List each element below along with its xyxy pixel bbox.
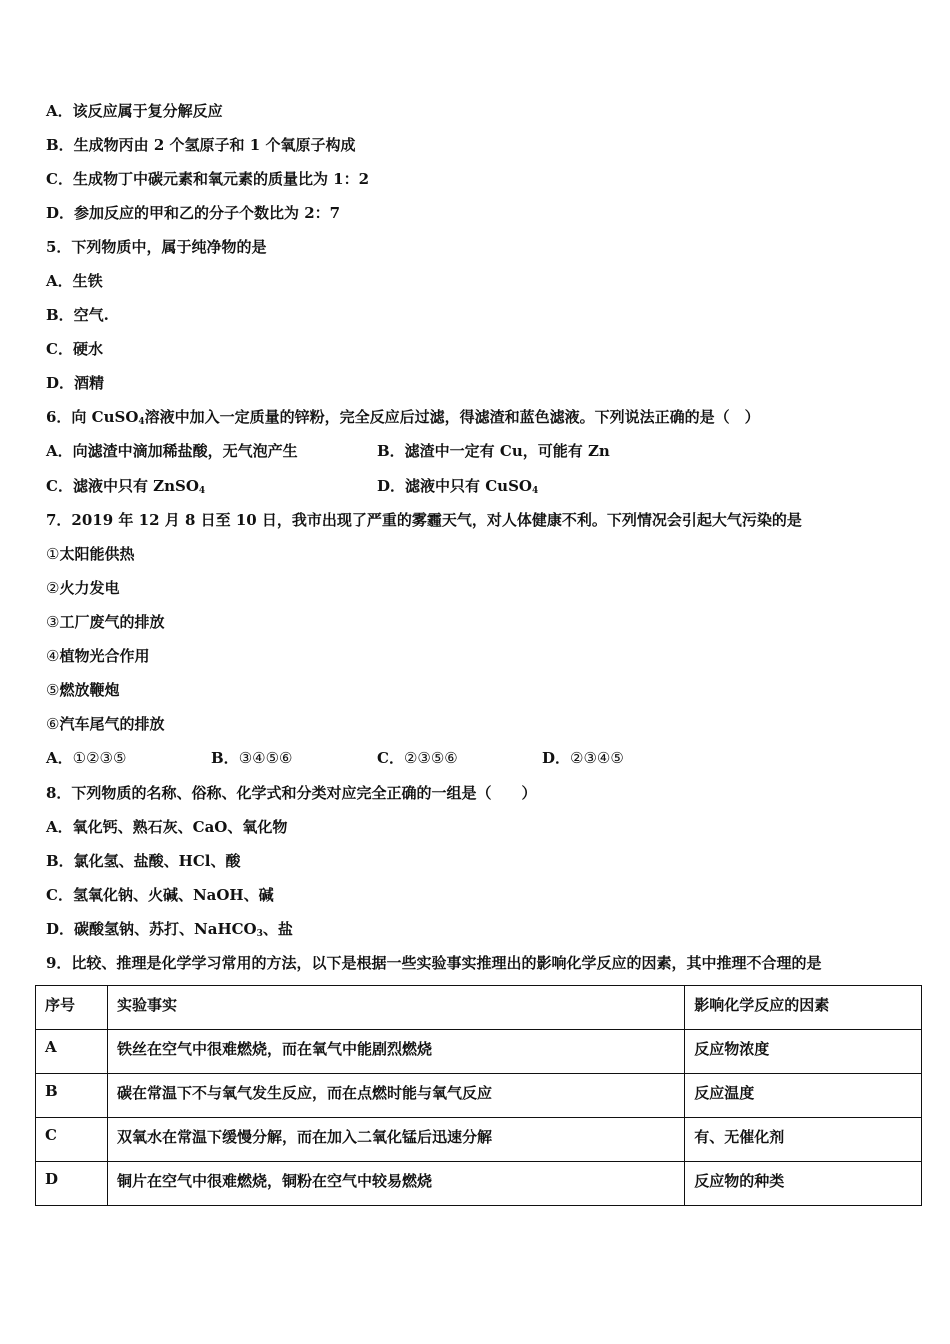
q7-option-b-value: ③④⑤⑥ bbox=[238, 749, 293, 767]
table-row bbox=[36, 1118, 922, 1162]
q7-item-text: 汽车尾气的排放 bbox=[59, 715, 165, 733]
q8-option-d-subscript: 3 bbox=[256, 929, 263, 939]
q8-stem: 8．下列物质的名称、俗称、化学式和分类对应完全正确的一组是（ ） bbox=[46, 784, 537, 802]
q5-option-a: A．生铁 bbox=[46, 272, 103, 290]
table-cell: 碳在常温下不与氧气发生反应，而在点燃时能与氧气反应 bbox=[107, 1074, 684, 1118]
q7-option-c-label: C． bbox=[377, 749, 404, 767]
table-cell: 双氧水在常温下缓慢分解，而在加入二氧化锰后迅速分解 bbox=[107, 1118, 684, 1162]
q7-item-text: 火力发电 bbox=[59, 579, 120, 597]
q7-option-d-label: D． bbox=[542, 749, 571, 767]
q4-option-d: D．参加反应的甲和乙的分子个数比为 2：7 bbox=[46, 204, 341, 222]
q7-item bbox=[46, 713, 164, 735]
table-cell: 有、无催化剂 bbox=[685, 1118, 922, 1162]
q6-option-a: A．向滤渣中滴加稀盐酸，无气泡产生 bbox=[46, 442, 298, 460]
table-header-row bbox=[36, 986, 922, 1030]
q5-option-b: B．空气. bbox=[46, 306, 109, 324]
q4-option-c: C．生成物丁中碳元素和氧元素的质量比为 1：2 bbox=[46, 170, 370, 188]
q7-item bbox=[46, 543, 134, 565]
q8-option-d-pre: D．碳酸氢钠、苏打、NaHCO bbox=[46, 920, 257, 938]
table-cell: 反应物浓度 bbox=[685, 1030, 922, 1074]
q8-option-c: C．氢氧化钠、火碱、NaOH、碱 bbox=[46, 886, 274, 904]
table-row bbox=[36, 1030, 922, 1074]
q6-option-d-subscript: 4 bbox=[531, 486, 539, 496]
q6-stem bbox=[46, 406, 760, 428]
q6-option-c bbox=[46, 475, 205, 497]
q7-option-b-label: B． bbox=[211, 749, 239, 767]
q7-item-number: ③ bbox=[46, 613, 60, 631]
table-cell: A bbox=[36, 1030, 108, 1074]
q8-option-d bbox=[46, 918, 293, 940]
q7-item bbox=[46, 611, 164, 633]
table-cell: 反应温度 bbox=[685, 1074, 922, 1118]
q7-item-number: ⑤ bbox=[46, 681, 60, 699]
table-header-cell: 实验事实 bbox=[107, 986, 684, 1030]
q6-stem-pre: 6．向 CuSO bbox=[46, 408, 139, 426]
q7-item-text: 燃放鞭炮 bbox=[59, 681, 120, 699]
q5-option-d: D．酒精 bbox=[46, 374, 105, 392]
q7-item-text: 植物光合作用 bbox=[59, 647, 150, 665]
table-cell: 铁丝在空气中很难燃烧，而在氧气中能剧烈燃烧 bbox=[107, 1030, 684, 1074]
q5-stem: 5．下列物质中，属于纯净物的是 bbox=[46, 238, 267, 256]
q9-stem: 9．比较、推理是化学学习常用的方法，以下是根据一些实验事实推理出的影响化学反应的因素，其中推理不合理的是 bbox=[46, 954, 822, 972]
q7-option-a bbox=[46, 747, 126, 769]
q6-stem-post: 溶液中加入一定质量的锌粉，完全反应后过滤，得滤渣和蓝色滤液。下列说法正确的是（ ） bbox=[144, 408, 760, 426]
q7-item-number: ② bbox=[46, 579, 60, 597]
q7-item bbox=[46, 577, 119, 599]
q9-table bbox=[35, 985, 922, 1206]
q7-option-d bbox=[542, 747, 624, 769]
q8-option-a: A．氧化钙、熟石灰、CaO、氧化物 bbox=[46, 818, 288, 836]
table-cell: C bbox=[36, 1118, 108, 1162]
table-header-cell: 序号 bbox=[36, 986, 108, 1030]
q7-item-number: ④ bbox=[46, 647, 60, 665]
q6-option-d bbox=[377, 475, 538, 497]
table-header-cell: 影响化学反应的因素 bbox=[685, 986, 922, 1030]
table-cell: B bbox=[36, 1074, 108, 1118]
q7-stem: 7．2019 年 12 月 8 日至 10 日，我市出现了严重的雾霾天气，对人体健康不利。下列情况会引起大气污染的是 bbox=[46, 511, 802, 529]
q6-stem-subscript: 4 bbox=[138, 417, 145, 427]
q6-option-c-text: C．滤液中只有 ZnSO bbox=[46, 477, 199, 495]
table-cell: 铜片在空气中很难燃烧，铜粉在空气中较易燃烧 bbox=[107, 1162, 684, 1206]
q4-option-a: A．该反应属于复分解反应 bbox=[46, 102, 223, 120]
q7-option-c bbox=[377, 747, 458, 769]
q7-item-text: 太阳能供热 bbox=[59, 545, 135, 563]
q7-item-number: ① bbox=[46, 545, 60, 563]
table-cell: 反应物的种类 bbox=[685, 1162, 922, 1206]
q6-option-d-text: D．滤液中只有 CuSO bbox=[377, 477, 532, 495]
table-row bbox=[36, 1162, 922, 1206]
q7-option-a-value: ①②③⑤ bbox=[72, 749, 127, 767]
q7-option-a-label: A． bbox=[46, 749, 73, 767]
q7-item-number: ⑥ bbox=[46, 715, 60, 733]
q7-item bbox=[46, 645, 149, 667]
q6-option-c-subscript: 4 bbox=[198, 486, 206, 496]
q7-option-d-value: ②③④⑤ bbox=[570, 749, 624, 767]
q6-option-b: B．滤渣中一定有 Cu，可能有 Zn bbox=[377, 442, 610, 460]
q7-item bbox=[46, 679, 119, 701]
q4-option-b: B．生成物丙由 2 个氢原子和 1 个氧原子构成 bbox=[46, 136, 356, 154]
q7-item-text: 工厂废气的排放 bbox=[59, 613, 165, 631]
table-row bbox=[36, 1074, 922, 1118]
q8-option-d-post: 、盐 bbox=[262, 920, 293, 938]
q8-option-b: B．氯化氢、盐酸、HCl、酸 bbox=[46, 852, 241, 870]
q5-option-c: C．硬水 bbox=[46, 340, 103, 358]
q7-option-b bbox=[211, 747, 292, 769]
table-cell: D bbox=[36, 1162, 108, 1206]
q7-option-c-value: ②③⑤⑥ bbox=[403, 749, 458, 767]
